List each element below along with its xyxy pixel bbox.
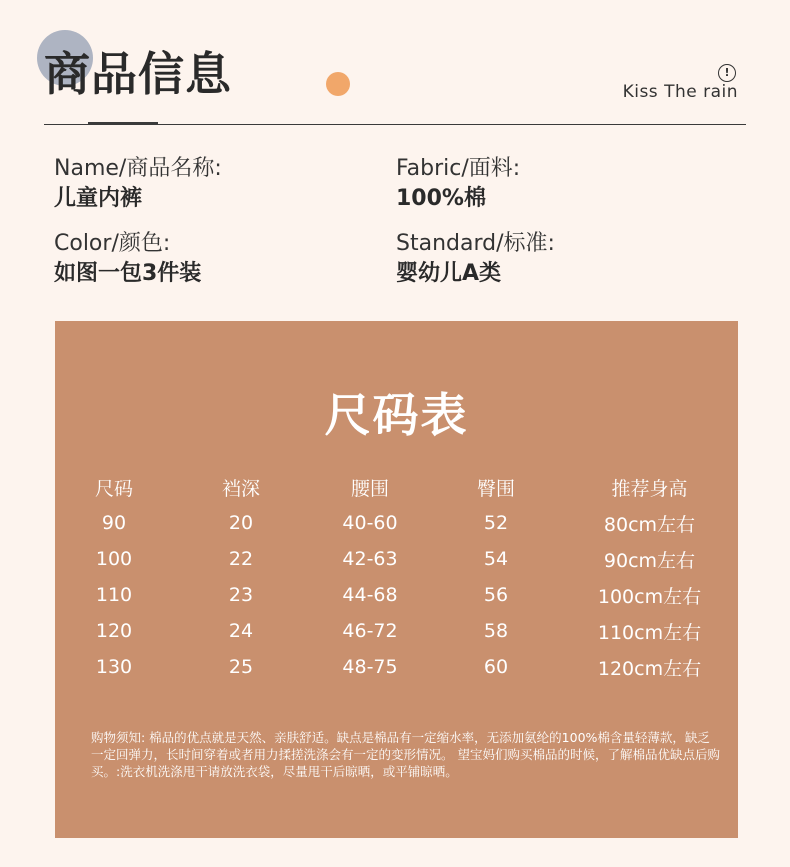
- decorative-orange-dot: [326, 72, 350, 96]
- info-standard-value: 婴幼儿A类: [396, 261, 502, 286]
- table-cell: 110: [95, 584, 133, 606]
- table-cell: 24: [228, 620, 254, 642]
- table-cell: 80cm左右: [603, 513, 696, 536]
- info-fabric-value: 100%棉: [396, 186, 486, 211]
- table-cell: 22: [228, 548, 254, 570]
- page-title: 商品信息: [44, 47, 232, 101]
- size-table-header-cell: 推荐身高: [611, 477, 688, 500]
- info-name-label: Name/商品名称:: [54, 156, 222, 181]
- size-table: [55, 469, 738, 685]
- table-cell: 120: [95, 620, 133, 642]
- brand-slogan: Kiss The rain: [622, 82, 738, 102]
- size-table-header-cell: 臀围: [476, 477, 515, 500]
- table-cell: 100cm左右: [597, 585, 702, 608]
- table-cell: 44-68: [342, 584, 398, 606]
- table-cell: 25: [228, 656, 254, 678]
- table-cell: 48-75: [342, 656, 398, 678]
- table-cell: 23: [228, 584, 254, 606]
- table-row: [55, 649, 738, 685]
- alert-circle-icon: !: [718, 64, 736, 82]
- table-row: [55, 577, 738, 613]
- table-cell: 20: [228, 512, 254, 534]
- table-row: [55, 613, 738, 649]
- table-cell: 130: [95, 656, 133, 678]
- size-table-header-cell: 腰围: [350, 477, 389, 500]
- info-fabric-label: Fabric/面料:: [396, 156, 521, 181]
- size-table-header-row: [55, 469, 738, 505]
- info-color-label: Color/颜色:: [54, 231, 171, 256]
- table-cell: 90cm左右: [603, 549, 696, 572]
- table-cell: 90: [101, 512, 127, 534]
- table-cell: 120cm左右: [597, 657, 702, 680]
- table-cell: 40-60: [342, 512, 398, 534]
- table-cell: 58: [483, 620, 509, 642]
- size-chart-panel: [55, 321, 738, 838]
- table-cell: 42-63: [342, 548, 398, 570]
- size-chart-title: 尺码表: [324, 388, 469, 442]
- info-name: [54, 154, 222, 214]
- size-table-header-cell: 尺码: [94, 477, 133, 500]
- info-name-value: 儿童内裤: [54, 186, 143, 211]
- size-table-header-cell: 裆深: [221, 477, 260, 500]
- info-color-value: 如图一包3件装: [54, 261, 202, 286]
- table-row: [55, 505, 738, 541]
- info-standard-label: Standard/标准:: [396, 231, 555, 256]
- table-row: [55, 541, 738, 577]
- table-cell: 46-72: [342, 620, 398, 642]
- table-cell: 100: [95, 548, 133, 570]
- table-cell: 110cm左右: [597, 621, 702, 644]
- header-divider-accent: [88, 122, 158, 125]
- shopping-notice: 购物须知: 棉品的优点就是天然、亲肤舒适。缺点是棉品有一定缩水率，无添加氨纶的100%棉含量轻薄款，缺乏一定回弹力，长时间穿着或者用力揉搓洗涤会有一定的变形情况。 望宝妈们购买棉品的时候，了解棉品优缺点后购买。:洗衣机洗涤甩干请放洗衣袋，尽量甩干后晾晒，或平铺晾晒。: [91, 730, 720, 779]
- table-cell: 56: [483, 584, 509, 606]
- info-fabric: [396, 154, 520, 214]
- info-standard: [396, 229, 555, 289]
- table-cell: 60: [483, 656, 509, 678]
- info-color: [54, 229, 201, 289]
- table-cell: 52: [483, 512, 509, 534]
- table-cell: 54: [483, 548, 509, 570]
